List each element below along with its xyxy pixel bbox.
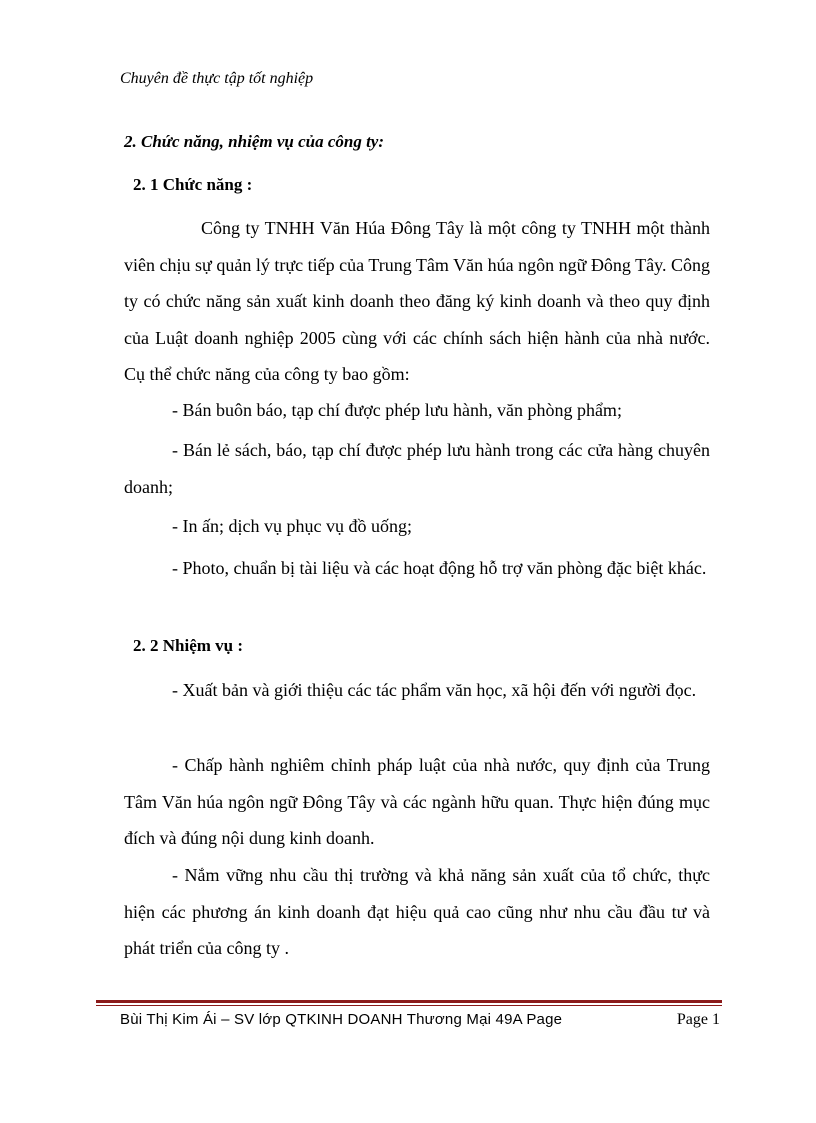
function-item: - In ấn; dịch vụ phục vụ đồ uống; [172,516,412,536]
function-item: - Photo, chuẩn bị tài liệu và các hoạt động hỗ trợ văn phòng đặc biệt khác. [172,558,707,578]
page-footer [120,1011,720,1029]
duty-item: - Chấp hành nghiêm chỉnh pháp luật của nhà nước, quy định của Trung Tâm Văn húa ngôn ngữ Đông Tây và các ngành hữu quan. Thực hiện đúng mục đích và đúng nội dung kinh doanh. [124,755,710,848]
function-heading: 2. 1 Chức năng : [133,175,253,194]
duty-item: - Xuất bản và giới thiệu các tác phẩm văn học, xã hội đến với người đọc. [172,680,697,700]
footer-rule-thin [96,1005,722,1006]
footer-rule-thick [96,1000,722,1003]
footer-author: Bùi Thị Kim Ái – SV lớp QTKINH DOANH Thương Mại 49A Page [120,1011,563,1028]
function-item: - Bán lẻ sách, báo, tạp chí được phép lưu hành trong các cửa hàng chuyên doanh; [124,440,710,497]
function-intro-paragraph: Công ty TNHH Văn Húa Đông Tây là một công ty TNHH một thành viên chịu sự quản lý trực tiếp của Trung Tâm Văn húa ngôn ngữ Đông Tây. Công ty có chức năng sản xuất kinh doanh theo đăng ký kinh doanh và theo quy định của Luật doanh nghiệp 2005 cùng với các chính sách hiện hành của nhà nước. Cụ thể chức năng của công ty bao gồm: [124,218,710,384]
section-title: 2. Chức năng, nhiệm vụ của công ty: [124,132,385,151]
duty-heading: 2. 2 Nhiệm vụ : [133,636,244,655]
running-header: Chuyên đề thực tập tốt nghiệp [120,70,314,87]
footer-page-number: Page 1 [676,1011,720,1028]
duty-item: - Nắm vững nhu cầu thị trường và khả năng sản xuất của tổ chức, thực hiện các phương án kinh doanh đạt hiệu quả cao cũng như nhu cầu đầu tư và phát triển của công ty . [124,865,710,958]
function-item: - Bán buôn báo, tạp chí được phép lưu hành, văn phòng phẩm; [172,400,622,420]
